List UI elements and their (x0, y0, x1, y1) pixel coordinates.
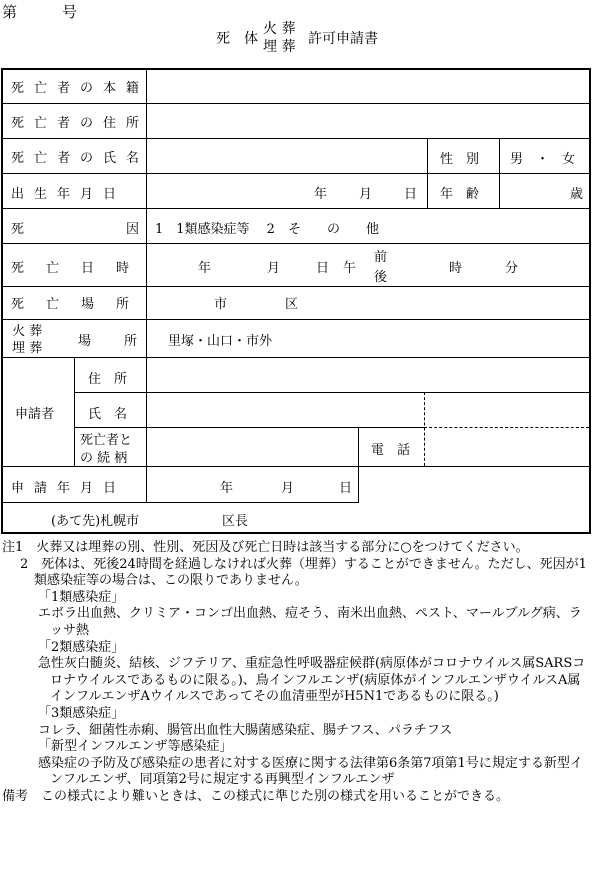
category-3-title: 「3類感染症」 (38, 705, 125, 721)
label-crem-3: 場 所 (78, 334, 148, 349)
ampm-pm[interactable]: 後 (374, 270, 388, 285)
notes-section (2, 540, 590, 806)
category-4-body: 感染症の予防及び感染症の患者に対する医療に関する法律第6条第7項第1号に規定する新型インフルエンザ、同項第2号に規定する再興型インフルエンザ (38, 755, 583, 788)
label-death-time: 死亡日時 (11, 261, 152, 276)
birth-day: 日 (404, 187, 418, 202)
death-year: 年 (198, 261, 212, 276)
birth-year: 年 (314, 187, 328, 202)
label-applicant: 申請者 (15, 407, 55, 422)
label-phone: 電 話 (371, 443, 411, 458)
label-relation-1: 死亡者と (80, 433, 133, 448)
app-year: 年 (220, 481, 234, 496)
title-option-burial: 埋 葬 (263, 39, 296, 55)
label-cause-right: 因 (126, 222, 140, 237)
app-day: 日 (339, 481, 353, 496)
label-sex: 性 別 (440, 152, 480, 167)
note-2: 2 死体は、死後24時間を経過しなければ火葬（埋葬）することができません。ただし、死因が1類感染症等の場合は、この限りでありません。 (20, 556, 587, 589)
category-1-title: 「1類感染症」 (38, 589, 125, 605)
label-address: 死 亡 者 の 住 所 (11, 115, 139, 131)
birth-month: 月 (359, 187, 373, 202)
cause-options[interactable]: 1 1類感染症等 2 そ の 他 (155, 222, 379, 237)
addressee-prefix: (あて先)札幌市 (51, 514, 140, 529)
death-day: 日 (316, 261, 330, 276)
form-title (0, 18, 592, 58)
addressee-suffix: 区長 (222, 514, 249, 529)
death-month: 月 (267, 261, 281, 276)
death-hour: 時 (449, 261, 463, 276)
app-month: 月 (281, 481, 295, 496)
death-minute: 分 (505, 261, 519, 276)
sex-options[interactable]: 男 ・ 女 (510, 152, 576, 167)
category-3-body: コレラ、細菌性赤痢、腸管出血性大腸菌感染症、腸チフス、パラチフス (38, 722, 453, 738)
ward-label: 区 (285, 297, 299, 312)
label-death-place: 死亡場所 (11, 297, 152, 312)
crem-place-options[interactable]: 里塚・山口・市外 (168, 334, 273, 349)
ampm-am[interactable]: 前 (374, 250, 388, 265)
city-label: 市 (214, 297, 228, 312)
category-4-title: 「新型インフルエンザ等感染症」 (38, 739, 233, 755)
category-2-body: 急性灰白髄炎、結核、ジフテリア、重症急性呼吸器症候群(病原体がコロナウイルス属SARSコロナウイルスであるものに限る。)、鳥インフルエンザ(病原体がインフルエンザウイルスA属インフルエンザAウイルスであってその血清亜型がH5N1であるものに限る。) (38, 656, 586, 705)
label-relation-2: の 続 柄 (80, 451, 128, 466)
remarks: 備考 この様式により難いときは、この様式に準じた別の様式を用いることができる。 (2, 788, 510, 804)
age-unit: 歳 (570, 187, 584, 202)
form-number-label: 第 号 (2, 3, 78, 21)
label-applicant-address: 住 所 (88, 372, 128, 387)
title-option-cremation: 火 葬 (263, 21, 296, 37)
label-honseki: 死 亡 者 の 本 籍 (11, 81, 139, 96)
label-name: 死 亡 者 の 氏 名 (11, 150, 139, 166)
title-prefix: 死 体 (216, 31, 258, 47)
label-crem-1: 火 葬 (12, 324, 43, 339)
ampm-label: 午 (343, 261, 357, 276)
label-applicant-name: 氏 名 (88, 407, 128, 422)
category-2-title: 「2類感染症」 (38, 639, 125, 655)
category-1-body: エボラ出血熱、クリミア・コンゴ出血熱、痘そう、南米出血熱、ペスト、マールブルグ病、ラッサ熱 (38, 606, 582, 638)
label-crem-2: 埋 葬 (12, 341, 43, 356)
label-cause-left: 死 (11, 222, 25, 237)
title-suffix: 許可申請書 (308, 31, 378, 47)
note-1: 注1 火葬又は埋葬の別、性別、死因及び死亡日時は該当する部分に○をつけてください。 (2, 540, 529, 555)
label-birthdate: 出生年月日 (11, 187, 127, 202)
label-age: 年 齢 (440, 187, 480, 202)
label-application-date: 申請年月日 (11, 481, 127, 496)
